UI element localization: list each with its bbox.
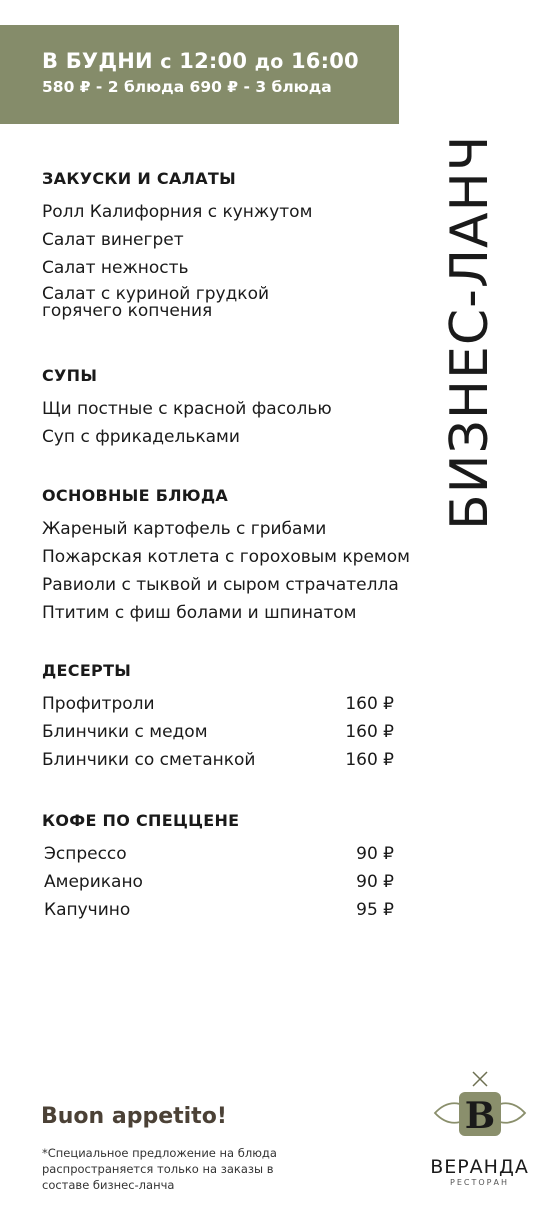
item-price: 160 ₽ <box>345 694 394 714</box>
menu-item <box>42 694 394 715</box>
fork-knife-icon <box>473 1072 487 1086</box>
menu-item <box>42 844 394 865</box>
menu-item: Равиоли с тыквой и сыром страчателла <box>42 575 399 595</box>
hours-line <box>42 49 399 73</box>
section-heading: ЗАКУСКИ И САЛАТЫ <box>42 169 236 188</box>
item-name: Профитроли <box>42 694 155 714</box>
item-name: Блинчики со сметанкой <box>42 750 256 770</box>
footnote: *Специальное предложение на блюда распространяется только на заказы в составе бизнес-ланча <box>42 1146 277 1192</box>
price-line: 580 ₽ - 2 блюда 690 ₽ - 3 блюда <box>42 78 332 96</box>
menu-item: Ролл Калифорния с кунжутом <box>42 202 313 222</box>
section-mains <box>42 486 462 631</box>
menu-item: Салат винегрет <box>42 230 184 250</box>
hours-banner <box>0 25 399 124</box>
days-label: В БУДНИ <box>42 49 153 73</box>
logo-letter: В <box>464 1095 495 1137</box>
section-desserts <box>42 661 462 778</box>
start-time: 12:00 <box>179 49 248 73</box>
from-label: с <box>160 51 172 73</box>
section-coffee <box>42 811 462 928</box>
menu-item: Салат с куриной грудкой горячего копчения <box>42 284 270 321</box>
item-name: Американо <box>44 872 143 892</box>
menu-item: Жареный картофель с грибами <box>42 519 327 539</box>
section-heading: КОФЕ ПО СПЕЦЦЕНЕ <box>42 811 240 830</box>
menu-item <box>42 722 394 743</box>
end-time: 16:00 <box>290 49 359 73</box>
menu-item <box>42 872 394 893</box>
item-price: 90 ₽ <box>356 844 394 864</box>
section-heading: ОСНОВНЫЕ БЛЮДА <box>42 486 229 505</box>
section-heading: СУПЫ <box>42 366 98 385</box>
menu-item: Салат нежность <box>42 258 189 278</box>
menu-item: Птитим с фиш болами и шпинатом <box>42 603 357 623</box>
menu-item <box>42 900 394 921</box>
section-starters <box>42 169 462 327</box>
menu-item: Суп с фрикадельками <box>42 427 240 447</box>
fork-knife-emblem-icon <box>425 1068 535 1156</box>
page-title: БИЗНЕС-ЛАНЧ <box>440 134 500 530</box>
brand-subtitle: РЕСТОРАН <box>450 1178 509 1187</box>
brand-name: ВЕРАНДА <box>430 1156 529 1178</box>
menu-item: Щи постные с красной фасолью <box>42 399 332 419</box>
section-heading: ДЕСЕРТЫ <box>42 661 132 680</box>
item-price: 160 ₽ <box>345 750 394 770</box>
item-price: 95 ₽ <box>356 900 394 920</box>
menu-item <box>42 750 394 771</box>
menu-item: Пожарская котлета с гороховым кремом <box>42 547 410 567</box>
item-name: Эспрессо <box>44 844 127 864</box>
section-soups <box>42 366 462 455</box>
item-price: 90 ₽ <box>356 872 394 892</box>
item-price: 160 ₽ <box>345 722 394 742</box>
buon-appetito: Buon appetito! <box>41 1104 227 1129</box>
item-name: Капучино <box>44 900 131 920</box>
item-name: Блинчики с медом <box>42 722 208 742</box>
restaurant-logo <box>420 1068 539 1198</box>
to-label: до <box>254 51 284 73</box>
